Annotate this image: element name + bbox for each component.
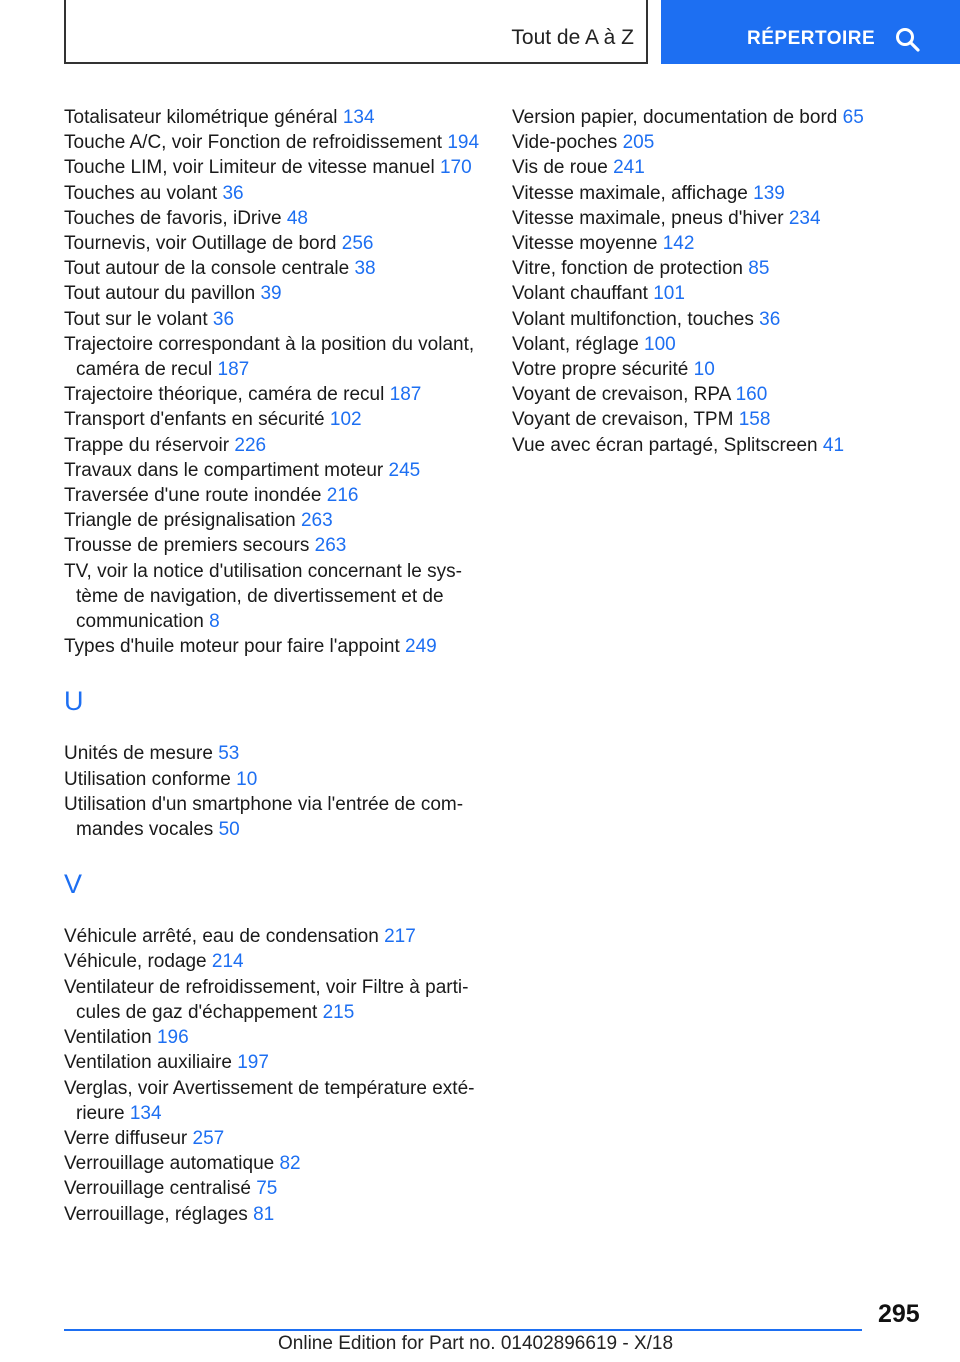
section-letter-u: U	[64, 686, 84, 717]
page-link[interactable]: 256	[341, 233, 374, 255]
index-entry	[64, 105, 484, 130]
page-link[interactable]: 85	[748, 258, 770, 280]
page-link[interactable]: 217	[384, 926, 416, 948]
index-entry-text: Version papier, documentation de bord	[512, 107, 838, 128]
index-entry-text: Véhicule, rodage	[64, 951, 207, 973]
index-entry-text: Totalisateur kilométrique général	[64, 107, 338, 128]
section-title: Tout de A à Z	[511, 26, 634, 49]
index-entry	[64, 307, 484, 332]
index-entry-text: Volant multifonction, touches	[512, 308, 754, 330]
entries-v-continued	[512, 105, 932, 458]
index-entry	[64, 1151, 484, 1176]
page-link[interactable]: 100	[644, 333, 676, 355]
page-link[interactable]: 187	[389, 384, 422, 406]
index-entry-text: Transport d'enfants en sécurité	[64, 409, 325, 431]
index-entry	[64, 1025, 484, 1050]
index-entry	[64, 458, 484, 483]
page-link[interactable]: 134	[129, 1102, 162, 1124]
index-entry	[64, 559, 484, 635]
section-letter-v: V	[64, 869, 83, 900]
index-entry-text: Vitre, fonction de protection	[512, 258, 743, 280]
index-entry	[512, 332, 932, 357]
page-link[interactable]: 205	[622, 132, 655, 154]
page-link[interactable]: 41	[822, 434, 845, 456]
index-entry-text: Touche LIM, voir Limiteur de vitesse manuel	[64, 157, 435, 179]
page-link[interactable]: 10	[693, 359, 715, 381]
index-entry	[64, 231, 484, 256]
index-entry-text: Utilisation conforme	[64, 768, 231, 790]
page-link[interactable]: 101	[653, 283, 685, 305]
page-link[interactable]: 65	[842, 107, 864, 128]
page-link[interactable]: 53	[218, 743, 240, 765]
index-entry	[64, 483, 484, 508]
page-link[interactable]: 257	[192, 1127, 225, 1149]
index-entry	[512, 181, 932, 206]
index-entry	[512, 155, 932, 180]
index-entry-text: Voyant de crevaison, TPM	[512, 409, 734, 431]
index-entry-text: Tournevis, voir Outillage de bord	[64, 233, 337, 255]
index-entry-text: Verrouillage centralisé	[64, 1178, 251, 1200]
index-entry	[64, 508, 484, 533]
page-link[interactable]: 214	[211, 951, 244, 973]
index-entry	[64, 1126, 484, 1151]
index-entry-text: Vue avec écran partagé, Splitscreen	[512, 434, 818, 456]
page-link[interactable]: 36	[759, 308, 781, 330]
index-entry-text: Trousse de premiers secours	[64, 535, 310, 557]
index-entry-text: Triangle de présignalisation	[64, 510, 296, 532]
index-entry	[512, 105, 932, 130]
page-link[interactable]: 187	[217, 359, 250, 381]
edition-text: Online Edition for Part no. 01402896619 - X/18	[278, 1333, 674, 1354]
index-entry	[512, 433, 932, 458]
index-entry-text: Vitesse maximale, affichage	[512, 182, 748, 204]
page-link[interactable]: 158	[738, 409, 771, 431]
index-entry-text: Voyant de crevaison, RPA	[512, 384, 731, 406]
index-entry-text: Ventilateur de refroidissement, voir Filtre à particules de gaz d'échappement	[64, 976, 469, 1023]
page-link[interactable]: 81	[253, 1203, 275, 1225]
page-link[interactable]: 10	[236, 768, 258, 790]
index-entry-text: Vis de roue	[512, 157, 608, 179]
page-link[interactable]: 234	[788, 207, 821, 229]
index-entry-text: Verrouillage, réglages	[64, 1203, 248, 1225]
index-entry	[512, 256, 932, 281]
index-entry-text: Ventilation	[64, 1027, 152, 1049]
page-link[interactable]: 197	[237, 1052, 269, 1074]
index-entry-text: Unités de mesure	[64, 743, 213, 765]
page-link[interactable]: 241	[613, 157, 645, 179]
index-entry-text: Tout autour de la console centrale	[64, 258, 350, 280]
index-entry-text: Verglas, voir Avertissement de température extérieure	[64, 1077, 475, 1124]
index-entry-text: Utilisation d'un smartphone via l'entrée de commandes vocales	[64, 793, 464, 841]
page-link[interactable]: 215	[322, 1001, 355, 1023]
page-link[interactable]: 216	[326, 485, 359, 507]
index-entry-text: Tout sur le volant	[64, 308, 208, 330]
index-entry	[64, 949, 484, 974]
index-entry	[64, 792, 484, 842]
index-entry	[512, 307, 932, 332]
index-entry-text: Volant chauffant	[512, 283, 648, 305]
page-link[interactable]: 142	[662, 233, 695, 255]
page-link[interactable]: 82	[279, 1153, 301, 1175]
index-entry-text: Trajectoire correspondant à la position du volant, caméra de recul	[64, 333, 475, 381]
index-entry-text: TV, voir la notice d'utilisation concernant le système de navigation, de divertissement et de communication	[64, 560, 462, 633]
entries-v	[64, 924, 484, 1226]
index-entry	[512, 130, 932, 155]
index-entry-text: Trappe du réservoir	[64, 434, 230, 456]
page-link[interactable]: 263	[300, 510, 333, 532]
index-entry-text: Volant, réglage	[512, 333, 639, 355]
index-column-right	[512, 105, 932, 458]
index-entry	[64, 741, 484, 766]
index-entry	[64, 1050, 484, 1075]
index-column-left	[64, 105, 484, 1227]
index-entry	[64, 975, 484, 1025]
index-entry-text: Véhicule arrêté, eau de condensation	[64, 926, 379, 948]
index-entry-text: Vitesse moyenne	[512, 233, 658, 255]
index-entry	[64, 634, 484, 659]
index-entry-text: Ventilation auxiliaire	[64, 1052, 232, 1074]
index-entry	[64, 181, 484, 206]
index-entry	[512, 382, 932, 407]
index-entry-text: Vitesse maximale, pneus d'hiver	[512, 207, 784, 229]
index-entry	[512, 357, 932, 382]
index-entry	[64, 382, 484, 407]
repertoire-tab-label: RÉPERTOIRE	[747, 28, 876, 49]
entries-u	[64, 741, 484, 842]
page-link[interactable]: 134	[342, 107, 375, 128]
index-entry	[64, 155, 484, 180]
index-entry-text: Types d'huile moteur pour faire l'appoint	[64, 636, 400, 658]
page-link[interactable]: 102	[329, 409, 362, 431]
index-entry	[64, 332, 484, 382]
index-entry-text: Verre diffuseur	[64, 1127, 188, 1149]
page-link[interactable]: 36	[212, 308, 235, 330]
page-link[interactable]: 139	[753, 182, 785, 204]
index-entry-text: Traversée d'une route inondée	[64, 485, 322, 507]
index-entry	[64, 256, 484, 281]
index-entry-text: Travaux dans le compartiment moteur	[64, 459, 384, 481]
entries-t	[64, 105, 484, 659]
page-link[interactable]: 50	[218, 819, 240, 841]
index-entry-text: Touche A/C, voir Fonction de refroidissement	[64, 132, 443, 154]
page-link[interactable]: 249	[405, 636, 437, 658]
header-section-box	[64, 0, 648, 64]
page-link[interactable]: 245	[388, 459, 421, 481]
index-entry-text: Verrouillage automatique	[64, 1153, 275, 1175]
index-entry-text: Touches de favoris, iDrive	[64, 207, 282, 229]
index-entry-text: Vide-poches	[512, 132, 618, 154]
page-link[interactable]: 39	[260, 283, 282, 305]
index-entry	[64, 1202, 484, 1227]
index-entry	[64, 206, 484, 231]
page-link[interactable]: 8	[209, 611, 220, 633]
index-entry	[64, 924, 484, 949]
footer-divider	[64, 1329, 862, 1331]
index-entry	[64, 130, 484, 155]
index-entry	[64, 407, 484, 432]
index-entry	[64, 533, 484, 558]
index-entry-text: Touches au volant	[64, 182, 218, 204]
index-entry	[512, 231, 932, 256]
index-entry-text: Tout autour du pavillon	[64, 283, 256, 305]
page-link[interactable]: 75	[256, 1178, 278, 1200]
index-entry	[64, 1076, 484, 1126]
page-link[interactable]: 160	[735, 384, 768, 406]
index-entry	[64, 281, 484, 306]
index-entry-text: Trajectoire théorique, caméra de recul	[64, 384, 385, 406]
index-entry	[512, 281, 932, 306]
page-link[interactable]: 36	[222, 182, 244, 204]
page-link[interactable]: 38	[354, 258, 376, 280]
page-link[interactable]: 196	[156, 1027, 189, 1049]
index-entry	[64, 433, 484, 458]
page-link[interactable]: 48	[286, 207, 308, 229]
page-number: 295	[878, 1300, 920, 1328]
page-link[interactable]: 194	[447, 132, 480, 154]
index-entry-text: Votre propre sécurité	[512, 359, 689, 381]
page-link[interactable]: 170	[439, 157, 472, 179]
index-entry	[64, 767, 484, 792]
search-icon[interactable]	[895, 27, 921, 53]
repertoire-tab[interactable]	[661, 0, 960, 64]
index-entry	[64, 1176, 484, 1201]
index-entry	[512, 206, 932, 231]
page-link[interactable]: 226	[234, 434, 267, 456]
index-entry	[512, 407, 932, 432]
page-link[interactable]: 263	[314, 535, 347, 557]
